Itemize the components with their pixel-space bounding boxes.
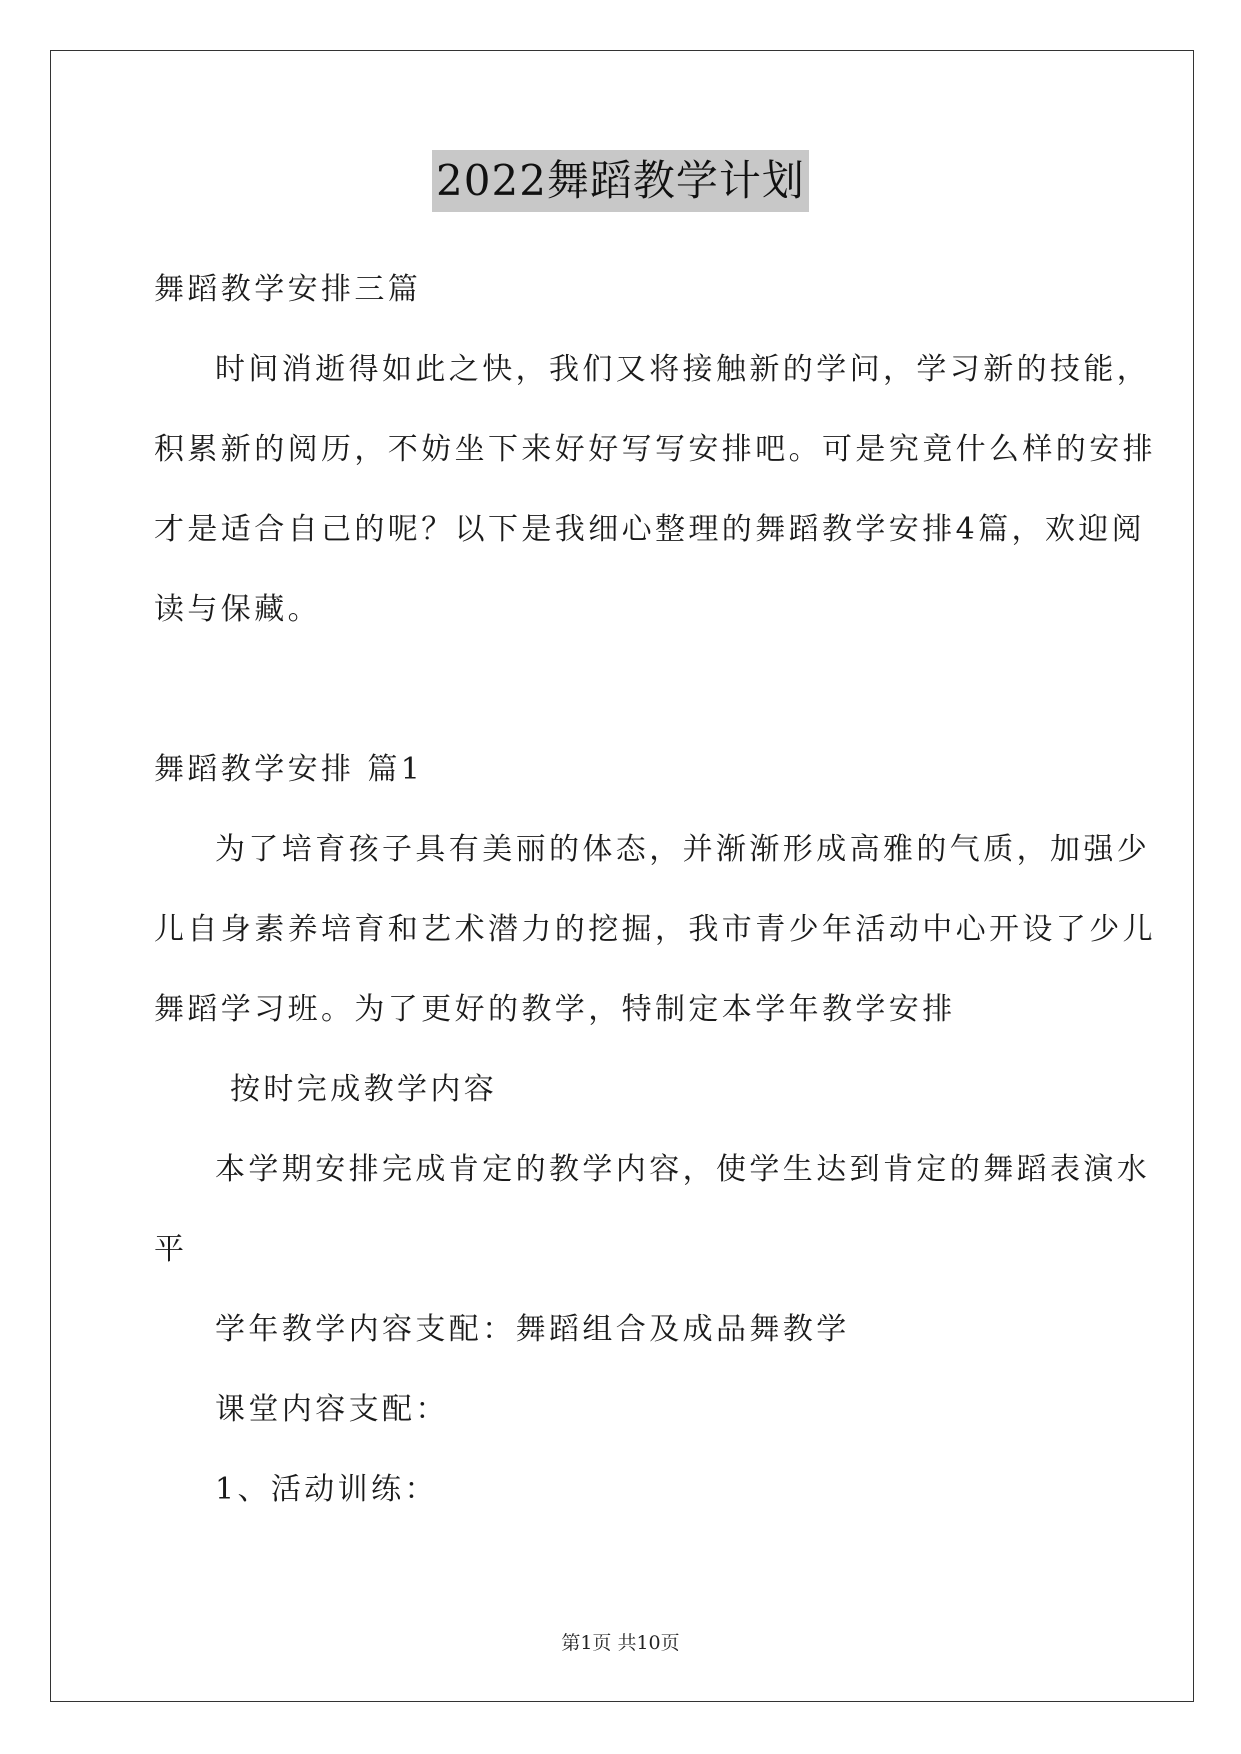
paragraph-line: 读与保藏。	[154, 592, 321, 627]
paragraph-line: 时间消逝得如此之快，我们又将接触新的学问，学习新的技能，	[215, 352, 1151, 387]
paragraph-line: 课堂内容支配：	[215, 1392, 449, 1427]
paragraph-line: 积累新的阅历，不妨坐下来好好写写安排吧。可是究竟什么样的安排	[154, 432, 1156, 467]
paragraph-line: 才是适合自己的呢？以下是我细心整理的舞蹈教学安排4篇，欢迎阅	[154, 512, 1146, 547]
section-heading: 舞蹈教学安排 篇1	[154, 752, 424, 787]
paragraph-line: 儿自身素养培育和艺术潜力的挖掘，我市青少年活动中心开设了少儿	[154, 912, 1156, 947]
list-item: 1、活动训练：	[215, 1472, 438, 1507]
paragraph-line: 本学期安排完成肯定的教学内容，使学生达到肯定的舞蹈表演水	[215, 1152, 1151, 1187]
paragraph-line: 平	[154, 1232, 188, 1267]
page-footer: 第1页 共10页	[561, 1632, 680, 1654]
subheading: 按时完成教学内容	[230, 1072, 498, 1107]
paragraph-line: 学年教学内容支配：舞蹈组合及成品舞教学	[215, 1312, 850, 1347]
title-container	[0, 150, 1241, 212]
paragraph-line: 为了培育孩子具有美丽的体态，并渐渐形成高雅的气质，加强少	[215, 832, 1151, 867]
document-title: 2022舞蹈教学计划	[432, 150, 809, 212]
paragraph-line: 舞蹈学习班。为了更好的教学，特制定本学年教学安排	[154, 992, 956, 1027]
section-heading: 舞蹈教学安排三篇	[154, 272, 422, 307]
